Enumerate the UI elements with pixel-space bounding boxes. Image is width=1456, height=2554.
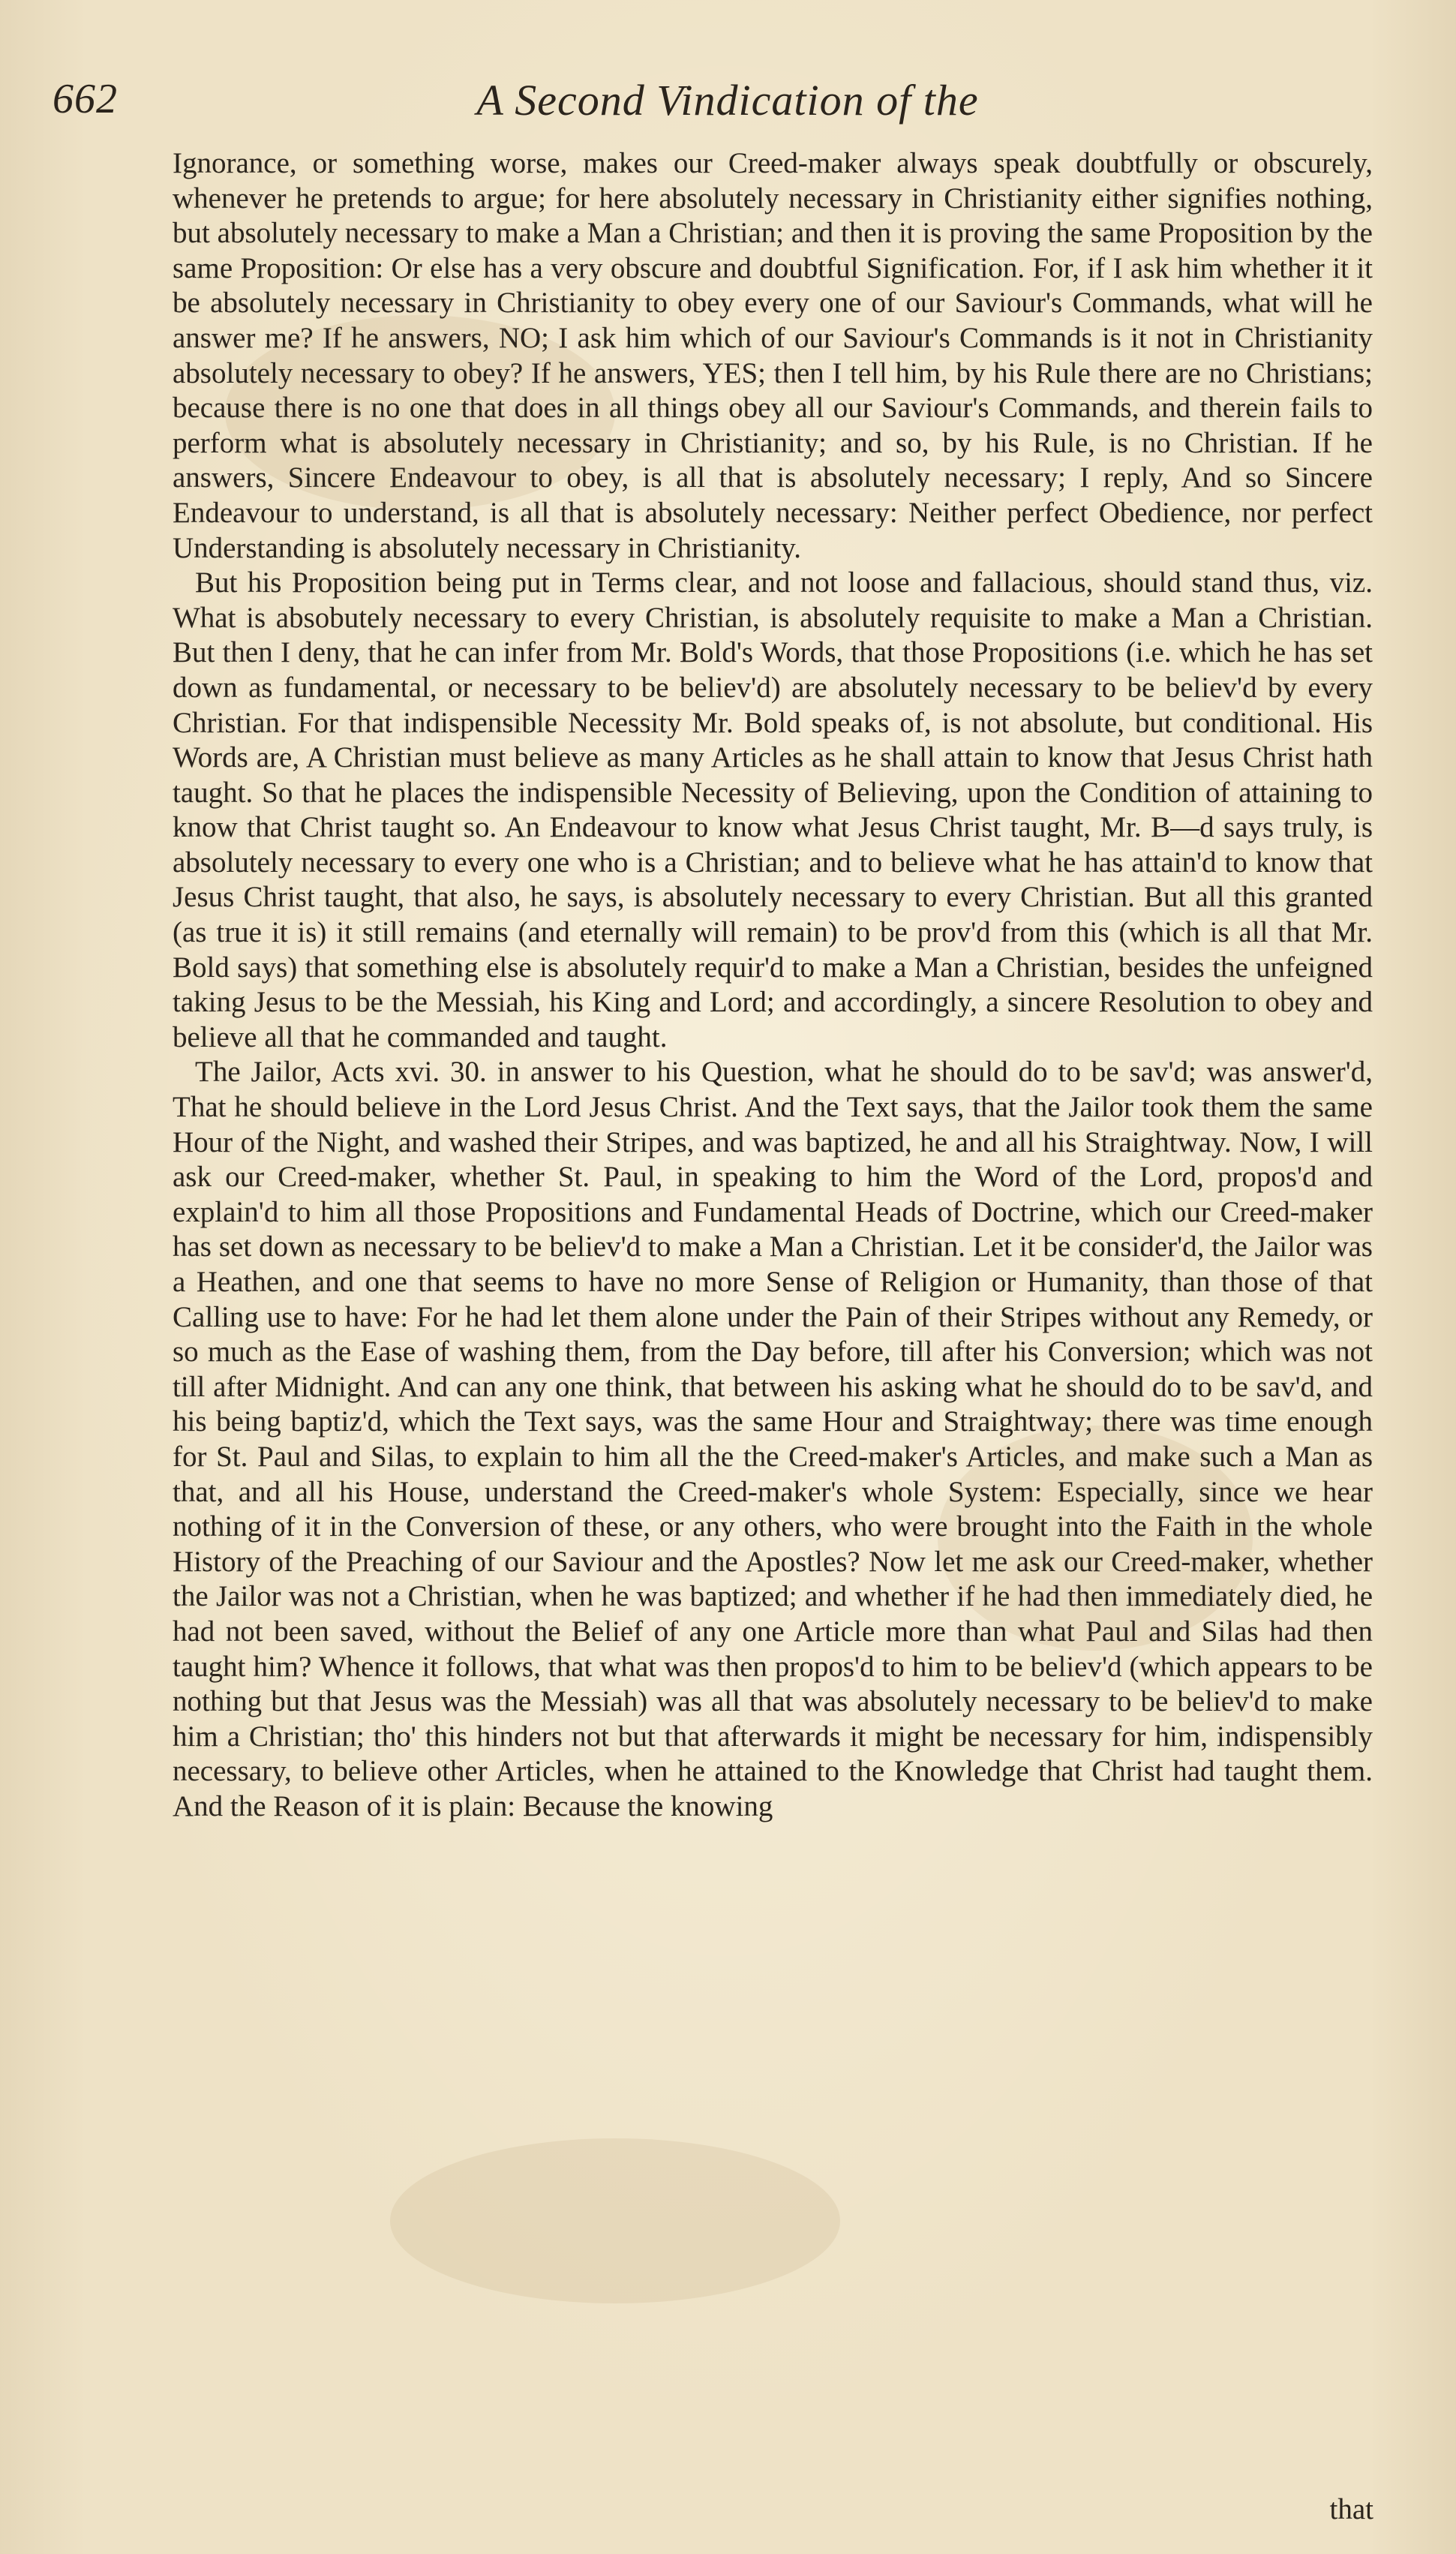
paragraph-2: But his Proposition being put in Terms clear, and not loose and fallacious, should stand thus, viz. What is absobutely necessary to every Christian, is absolutely requisite to make a Man a Christian. But then I deny, that he can infer from Mr. Bold's Words, that those Propositions (i.e. which he has set down as fundamental, or necessary to be believ'd) are absolutely necessary to be believ'd by every Christian. For that indispensible Necessity Mr. Bold speaks of, is not absolute, but conditional. His Words are, A Christian must believe as many Articles as he shall attain to know that Jesus Christ hath taught. So that he places the indispensible Necessity of Believing, upon the Condition of attaining to know that Christ taught so. An Endeavour to know what Jesus Christ taught, Mr. B—d says truly, is absolutely necessary to every one who is a Christian; and to believe what he has attain'd to know that Jesus Christ taught, that also, he says, is absolutely necessary to every Christian. But all this granted (as true it is) it still remains (and eternally will remain) to be prov'd from this (which is all that Mr. Bold says) that something else is absolutely requir'd to make a Man a Christian, besides the unfeigned taking Jesus to be the Messiah, his King and Lord; and accordingly, a sincere Resolution to obey and believe all that he commanded and taught. xyxy=(173,566,1373,1053)
catchword: that xyxy=(1329,2493,1373,2525)
page-number: 662 xyxy=(53,76,118,122)
paragraph-3: The Jailor, Acts xvi. 30. in answer to his Question, what he should do to be sav'd; was answer'd, That he should believe in the Lord Jesus Christ. And the Text says, that the Jailor took them the same Hour of the Night, and washed their Stripes, and was baptized, he and all his Straightway. Now, I will ask our Creed-maker, whether St. Paul, in speaking to him the Word of the Lord, propos'd and explain'd to him all those Propositions and Fundamental Heads of Doctrine, which our Creed-maker has set down as necessary to be believ'd to make a Man a Christian. Let it be consider'd, the Jailor was a Heathen, and one that seems to have no more Sense of Religion or Humanity, than those of that Calling use to have: For he had let them alone under the Pain of their Stripes without any Remedy, or so much as the Ease of washing them, from the Day before, till after his Conversion; which was not till after Midnight. And can any one think, that between his asking what he should do to be sav'd, and his being baptiz'd, which the Text says, was the same Hour and Straightway; there was time enough for St. Paul and Silas, to explain to him all the the Creed-maker's Articles, and make such a Man as that, and all his House, understand the Creed-maker's whole System: Especially, since we hear nothing of it in the Conversion of these, or any others, who were brought into the Faith in the whole History of the Preaching of our Saviour and the Apostles? Now let me ask our Creed-maker, whether the Jailor was not a Christian, when he was baptized; and whether if he had then immediately died, he had not been saved, without the Belief of any one Article more than what Paul and Silas had then taught him? Whence it follows, that what was then propos'd to him to be believ'd (which appears to be nothing but that Jesus was the Messiah) was all that was absolutely necessary to be believ'd to make him a Christian; tho' this hinders not but that afterwards it might be necessary for him, indispensibly necessary, to believe other Articles, when he attained to the Knowledge that Christ had taught them. And the Reason of it is plain: Because the knowing xyxy=(173,1056,1373,1822)
paragraph-1: Ignorance, or something worse, makes our Creed-maker always speak doubtfully or obscurely, whenever he pretends to argue; for here absolutely necessary in Christianity either signifies nothing, but absolutely necessary to make a Man a Christian; and then it is proving the same Proposition by the same Proposition: Or else has a very obscure and doubtful Signification. For, if I ask him whether it it be absolutely necessary in Christianity to obey every one of our Saviour's Commands, what will he answer me? If he answers, NO; I ask him which of our Saviour's Commands is it not in Christianity absolutely necessary to obey? If he answers, YES; then I tell him, by his Rule there are no Christians; because there is no one that does in all things obey all our Saviour's Commands, and therein fails to perform what is absolutely necessary in Christianity; and so, by his Rule, is no Christian. If he answers, Sincere Endeavour to obey, is all that is absolutely necessary; I reply, And so Sincere Endeavour to understand, is all that is absolutely necessary: Neither perfect Obedience, nor perfect Understanding is absolutely necessary in Christianity. xyxy=(173,147,1373,564)
text-body xyxy=(173,146,1373,1825)
paper-stain xyxy=(390,2138,840,2303)
running-head: A Second Vindication of the xyxy=(476,76,979,125)
page-header xyxy=(53,75,1403,143)
